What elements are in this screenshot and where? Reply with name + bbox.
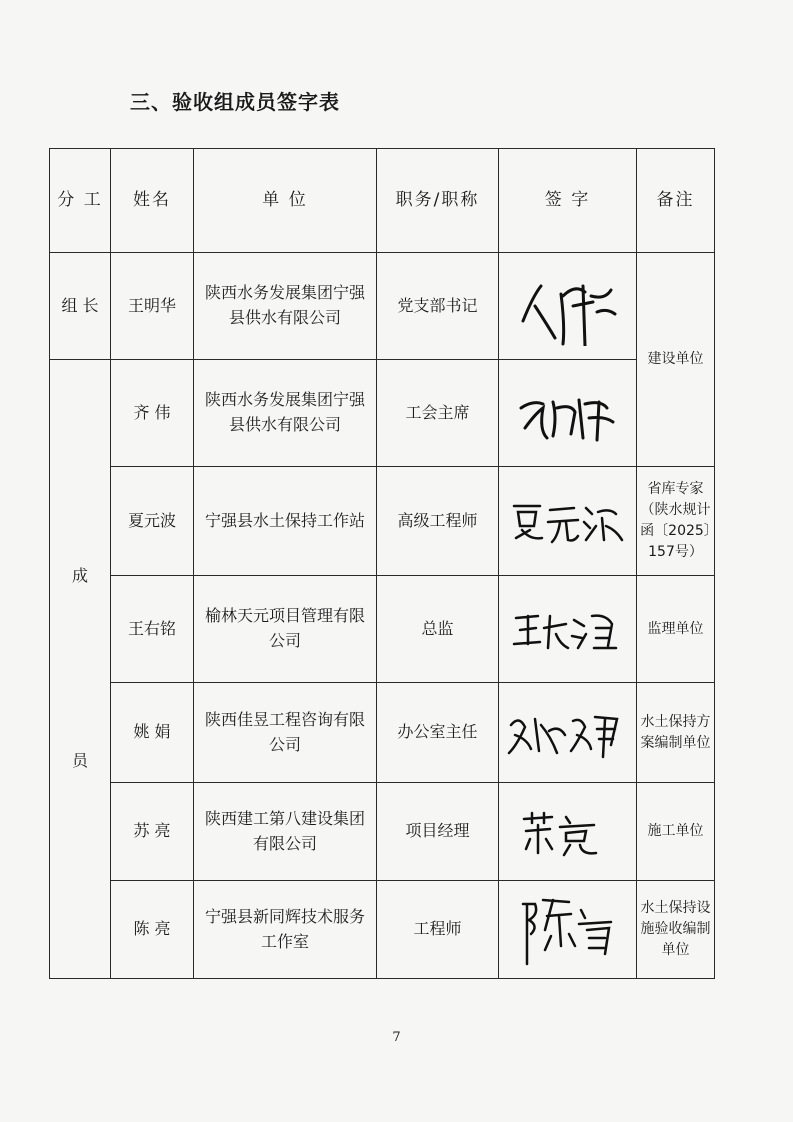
member-name: 陈 亮	[111, 881, 194, 979]
remark-plan-unit: 水土保持方案编制单位	[637, 683, 715, 783]
signature-image	[508, 496, 628, 546]
table-row	[50, 783, 715, 881]
member-unit: 宁强县水土保持工作站	[194, 467, 377, 576]
member-title: 工会主席	[377, 360, 499, 467]
header-name: 姓名	[111, 149, 194, 253]
page-number: 7	[392, 1030, 401, 1045]
signature-image	[508, 604, 628, 654]
page-title: 三、验收组成员签字表	[130, 90, 340, 114]
signature-table	[49, 148, 715, 979]
member-name: 苏 亮	[111, 783, 194, 881]
member-title: 工程师	[377, 881, 499, 979]
table-row	[50, 683, 715, 783]
table-row	[50, 467, 715, 576]
table-row	[50, 253, 715, 360]
signature-cell	[499, 683, 637, 783]
role-member-top: 成	[71, 566, 88, 585]
member-title: 总监	[377, 576, 499, 683]
remark-supervision-unit: 监理单位	[637, 576, 715, 683]
remark-build-unit: 施工单位	[637, 783, 715, 881]
header-remark: 备注	[637, 149, 715, 253]
member-name: 夏元波	[111, 467, 194, 576]
signature-image	[513, 378, 623, 448]
table-header-row	[50, 149, 715, 253]
signature-image	[518, 807, 618, 857]
remark-acceptance-unit: 水土保持设施验收编制单位	[637, 881, 715, 979]
member-unit: 陕西水务发展集团宁强县供水有限公司	[194, 253, 377, 360]
signature-image	[513, 890, 623, 970]
role-member-bottom: 员	[71, 751, 88, 771]
table-row	[50, 360, 715, 467]
table-row	[50, 576, 715, 683]
table-row	[50, 881, 715, 979]
signature-cell	[499, 881, 637, 979]
role-leader: 组 长	[50, 253, 111, 360]
member-unit: 陕西佳昱工程咨询有限公司	[194, 683, 377, 783]
signature-image	[505, 705, 630, 760]
member-unit: 宁强县新同辉技术服务工作室	[194, 881, 377, 979]
member-unit: 陕西建工第八建设集团有限公司	[194, 783, 377, 881]
signature-cell	[499, 253, 637, 360]
remark-construction-unit: 建设单位	[637, 253, 715, 467]
signature-cell	[499, 360, 637, 467]
signature-image	[513, 266, 623, 346]
signature-cell	[499, 783, 637, 881]
remark-provincial-expert: 省库专家（陕水规计函〔2025〕157号）	[637, 467, 715, 576]
signature-cell	[499, 576, 637, 683]
member-name: 姚 娟	[111, 683, 194, 783]
header-role: 分 工	[50, 149, 111, 253]
member-name: 王明华	[111, 253, 194, 360]
member-title: 项目经理	[377, 783, 499, 881]
member-name: 齐 伟	[111, 360, 194, 467]
signature-cell	[499, 467, 637, 576]
member-title: 党支部书记	[377, 253, 499, 360]
role-member	[50, 360, 111, 979]
member-unit: 陕西水务发展集团宁强县供水有限公司	[194, 360, 377, 467]
member-unit: 榆林天元项目管理有限公司	[194, 576, 377, 683]
header-signature: 签 字	[499, 149, 637, 253]
header-unit: 单 位	[194, 149, 377, 253]
member-title: 高级工程师	[377, 467, 499, 576]
member-name: 王右铭	[111, 576, 194, 683]
member-title: 办公室主任	[377, 683, 499, 783]
header-title: 职务/职称	[377, 149, 499, 253]
